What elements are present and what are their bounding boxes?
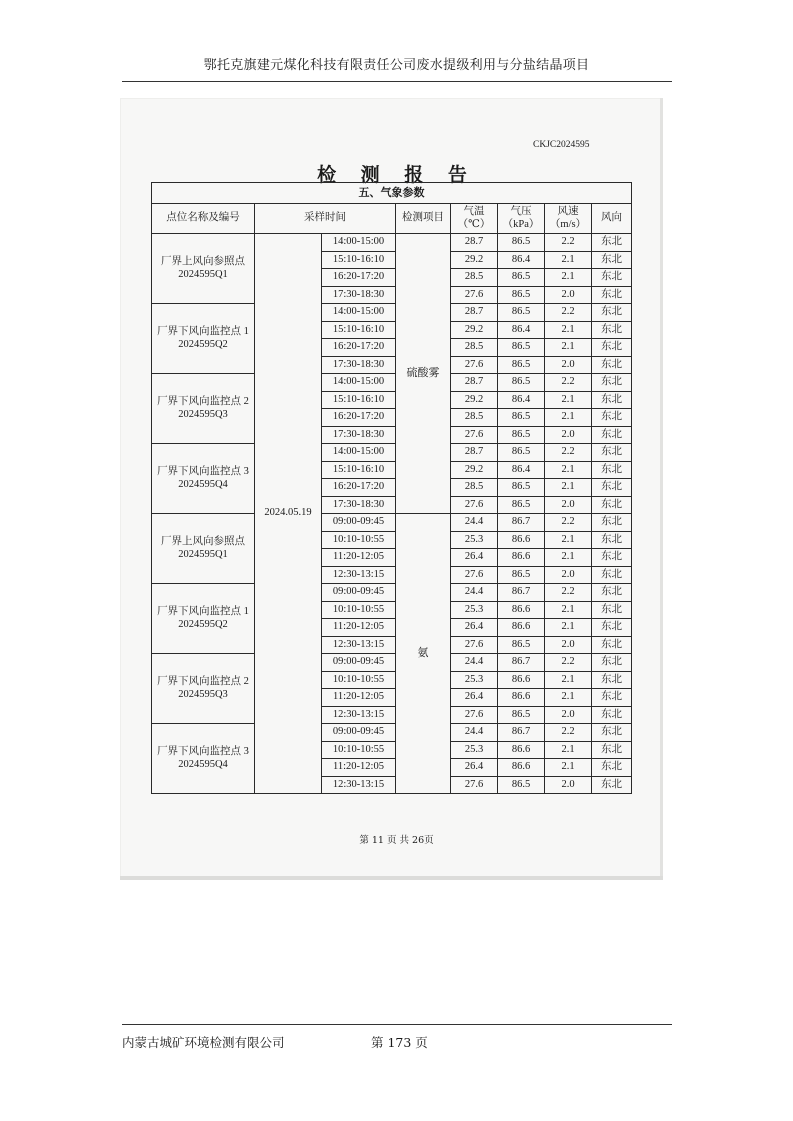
site-code: 2024595Q2 bbox=[178, 618, 228, 630]
page-number: 第 173 页 bbox=[371, 1035, 428, 1050]
wind-direction-value: 东北 bbox=[592, 321, 632, 339]
pressure-value: 86.5 bbox=[498, 479, 545, 497]
site-name: 厂界上风向参照点 bbox=[161, 536, 245, 548]
site-cell bbox=[152, 584, 255, 654]
wind-direction-value: 东北 bbox=[592, 251, 632, 269]
site-code: 2024595Q3 bbox=[178, 688, 228, 700]
table-row bbox=[152, 304, 632, 322]
wind-direction-value: 东北 bbox=[592, 601, 632, 619]
wind-speed-value: 2.2 bbox=[545, 724, 592, 742]
sampling-time: 16:20-17:20 bbox=[322, 409, 396, 427]
pressure-unit: （kPa） bbox=[502, 218, 540, 230]
sampling-time: 14:00-15:00 bbox=[322, 234, 396, 252]
report-code: CKJC2024595 bbox=[533, 140, 590, 150]
wind-speed-value: 2.2 bbox=[545, 654, 592, 672]
sampling-time: 12:30-13:15 bbox=[322, 706, 396, 724]
col-header-time: 采样时间 bbox=[255, 204, 396, 234]
temperature-value: 29.2 bbox=[451, 251, 498, 269]
wind-direction-value: 东北 bbox=[592, 514, 632, 532]
sampling-time: 11:20-12:05 bbox=[322, 759, 396, 777]
temperature-value: 25.3 bbox=[451, 671, 498, 689]
site-name: 厂界下风向监控点 3 bbox=[157, 466, 249, 478]
wind-direction-value: 东北 bbox=[592, 479, 632, 497]
temperature-value: 27.6 bbox=[451, 426, 498, 444]
wind-speed-value: 2.0 bbox=[545, 356, 592, 374]
site-name: 厂界下风向监控点 1 bbox=[157, 326, 249, 338]
wind-speed-value: 2.1 bbox=[545, 391, 592, 409]
inner-page-number: 第 11 页 共 26页 bbox=[359, 835, 434, 846]
pressure-value: 86.6 bbox=[498, 741, 545, 759]
temperature-value: 28.7 bbox=[451, 304, 498, 322]
wind-direction-value: 东北 bbox=[592, 339, 632, 357]
wind-direction-value: 东北 bbox=[592, 759, 632, 777]
col-header-site: 点位名称及编号 bbox=[152, 204, 255, 234]
wind-speed-value: 2.1 bbox=[545, 759, 592, 777]
wind-direction-value: 东北 bbox=[592, 461, 632, 479]
col-header-wind-speed bbox=[545, 204, 592, 234]
wind-direction-value: 东北 bbox=[592, 356, 632, 374]
wind-direction-value: 东北 bbox=[592, 566, 632, 584]
pressure-value: 86.4 bbox=[498, 391, 545, 409]
pressure-value: 86.4 bbox=[498, 461, 545, 479]
wind-direction-value: 东北 bbox=[592, 619, 632, 637]
col-header-wind-dir: 风向 bbox=[592, 204, 632, 234]
test-item: 硫酸雾 bbox=[396, 234, 451, 514]
wind-direction-value: 东北 bbox=[592, 426, 632, 444]
wind-direction-value: 东北 bbox=[592, 724, 632, 742]
sampling-time: 11:20-12:05 bbox=[322, 689, 396, 707]
wind-speed-value: 2.2 bbox=[545, 374, 592, 392]
pressure-value: 86.5 bbox=[498, 636, 545, 654]
temperature-value: 25.3 bbox=[451, 531, 498, 549]
pressure-value: 86.7 bbox=[498, 584, 545, 602]
sampling-time: 11:20-12:05 bbox=[322, 619, 396, 637]
temperature-value: 25.3 bbox=[451, 601, 498, 619]
pressure-value: 86.5 bbox=[498, 776, 545, 794]
pressure-label: 气压 bbox=[510, 206, 532, 218]
temperature-value: 27.6 bbox=[451, 636, 498, 654]
wind-speed-value: 2.0 bbox=[545, 286, 592, 304]
temperature-value: 26.4 bbox=[451, 549, 498, 567]
wind-speed-label: 风速 bbox=[557, 206, 579, 218]
pressure-value: 86.5 bbox=[498, 426, 545, 444]
site-code: 2024595Q1 bbox=[178, 548, 228, 560]
wind-direction-value: 东北 bbox=[592, 636, 632, 654]
wind-direction-value: 东北 bbox=[592, 776, 632, 794]
wind-direction-value: 东北 bbox=[592, 689, 632, 707]
wind-speed-value: 2.0 bbox=[545, 566, 592, 584]
sampling-time: 12:30-13:15 bbox=[322, 776, 396, 794]
sampling-time: 09:00-09:45 bbox=[322, 724, 396, 742]
sampling-date: 2024.05.19 bbox=[255, 234, 322, 794]
col-header-pressure bbox=[498, 204, 545, 234]
temperature-value: 29.2 bbox=[451, 391, 498, 409]
wind-direction-value: 东北 bbox=[592, 374, 632, 392]
temperature-value: 27.6 bbox=[451, 356, 498, 374]
header-rule bbox=[122, 81, 672, 82]
temperature-value: 27.6 bbox=[451, 286, 498, 304]
sampling-time: 14:00-15:00 bbox=[322, 444, 396, 462]
temperature-value: 28.7 bbox=[451, 234, 498, 252]
wind-speed-value: 2.0 bbox=[545, 496, 592, 514]
site-cell bbox=[152, 304, 255, 374]
wind-speed-value: 2.0 bbox=[545, 776, 592, 794]
site-cell bbox=[152, 234, 255, 304]
temperature-value: 27.6 bbox=[451, 496, 498, 514]
wind-speed-value: 2.2 bbox=[545, 444, 592, 462]
temperature-value: 24.4 bbox=[451, 514, 498, 532]
wind-speed-value: 2.1 bbox=[545, 269, 592, 287]
temperature-value: 29.2 bbox=[451, 461, 498, 479]
sampling-time: 17:30-18:30 bbox=[322, 356, 396, 374]
site-name: 厂界下风向监控点 1 bbox=[157, 606, 249, 618]
pressure-value: 86.5 bbox=[498, 339, 545, 357]
pressure-value: 86.7 bbox=[498, 514, 545, 532]
pressure-value: 86.6 bbox=[498, 601, 545, 619]
temperature-value: 28.5 bbox=[451, 409, 498, 427]
footer-rule bbox=[122, 1024, 672, 1025]
wind-direction-value: 东北 bbox=[592, 391, 632, 409]
pressure-value: 86.6 bbox=[498, 619, 545, 637]
temperature-value: 28.5 bbox=[451, 479, 498, 497]
temperature-value: 25.3 bbox=[451, 741, 498, 759]
temperature-value: 28.7 bbox=[451, 374, 498, 392]
wind-direction-value: 东北 bbox=[592, 304, 632, 322]
site-cell bbox=[152, 444, 255, 514]
temperature-value: 29.2 bbox=[451, 321, 498, 339]
temp-label: 气温 bbox=[463, 206, 485, 218]
temperature-value: 24.4 bbox=[451, 654, 498, 672]
pressure-value: 86.4 bbox=[498, 251, 545, 269]
wind-direction-value: 东北 bbox=[592, 234, 632, 252]
col-header-item: 检测项目 bbox=[396, 204, 451, 234]
sampling-time: 14:00-15:00 bbox=[322, 374, 396, 392]
sampling-time: 10:10-10:55 bbox=[322, 531, 396, 549]
wind-direction-value: 东北 bbox=[592, 444, 632, 462]
wind-speed-value: 2.1 bbox=[545, 671, 592, 689]
table-row bbox=[152, 654, 632, 672]
sampling-time: 11:20-12:05 bbox=[322, 549, 396, 567]
sampling-time: 12:30-13:15 bbox=[322, 566, 396, 584]
pressure-value: 86.5 bbox=[498, 566, 545, 584]
temperature-value: 28.7 bbox=[451, 444, 498, 462]
pressure-value: 86.5 bbox=[498, 706, 545, 724]
site-name: 厂界下风向监控点 3 bbox=[157, 746, 249, 758]
pressure-value: 86.6 bbox=[498, 549, 545, 567]
wind-speed-value: 2.1 bbox=[545, 461, 592, 479]
temperature-value: 24.4 bbox=[451, 724, 498, 742]
temperature-value: 27.6 bbox=[451, 566, 498, 584]
wind-speed-value: 2.1 bbox=[545, 531, 592, 549]
table-row bbox=[152, 374, 632, 392]
section-title: 五、气象参数 bbox=[152, 183, 632, 204]
sampling-time: 16:20-17:20 bbox=[322, 269, 396, 287]
wind-direction-value: 东北 bbox=[592, 409, 632, 427]
table-row bbox=[152, 514, 632, 532]
site-code: 2024595Q3 bbox=[178, 408, 228, 420]
temperature-value: 26.4 bbox=[451, 689, 498, 707]
pressure-value: 86.5 bbox=[498, 304, 545, 322]
pressure-value: 86.5 bbox=[498, 409, 545, 427]
wind-direction-value: 东北 bbox=[592, 706, 632, 724]
table-row bbox=[152, 584, 632, 602]
site-cell bbox=[152, 654, 255, 724]
temperature-value: 27.6 bbox=[451, 776, 498, 794]
wind-direction-value: 东北 bbox=[592, 531, 632, 549]
wind-direction-value: 东北 bbox=[592, 496, 632, 514]
wind-speed-value: 2.1 bbox=[545, 251, 592, 269]
site-name: 厂界下风向监控点 2 bbox=[157, 676, 249, 688]
wind-speed-value: 2.0 bbox=[545, 706, 592, 724]
wind-speed-value: 2.1 bbox=[545, 549, 592, 567]
pressure-value: 86.6 bbox=[498, 671, 545, 689]
temperature-value: 28.5 bbox=[451, 269, 498, 287]
site-code: 2024595Q4 bbox=[178, 478, 228, 490]
sampling-time: 10:10-10:55 bbox=[322, 671, 396, 689]
sampling-time: 16:20-17:20 bbox=[322, 479, 396, 497]
document-header: 鄂托克旗建元煤化科技有限责任公司废水提级利用与分盐结晶项目 bbox=[203, 58, 590, 73]
wind-direction-value: 东北 bbox=[592, 584, 632, 602]
wind-speed-value: 2.0 bbox=[545, 636, 592, 654]
wind-speed-value: 2.1 bbox=[545, 689, 592, 707]
sampling-time: 15:10-16:10 bbox=[322, 321, 396, 339]
temperature-value: 24.4 bbox=[451, 584, 498, 602]
site-name: 厂界下风向监控点 2 bbox=[157, 396, 249, 408]
company-name: 内蒙古城矿环境检测有限公司 bbox=[122, 1035, 285, 1050]
table-row bbox=[152, 444, 632, 462]
wind-direction-value: 东北 bbox=[592, 654, 632, 672]
site-code: 2024595Q4 bbox=[178, 758, 228, 770]
wind-direction-value: 东北 bbox=[592, 741, 632, 759]
temperature-value: 26.4 bbox=[451, 759, 498, 777]
wind-speed-value: 2.1 bbox=[545, 321, 592, 339]
sampling-time: 14:00-15:00 bbox=[322, 304, 396, 322]
wind-speed-value: 2.2 bbox=[545, 234, 592, 252]
sampling-time: 16:20-17:20 bbox=[322, 339, 396, 357]
wind-direction-value: 东北 bbox=[592, 286, 632, 304]
wind-speed-value: 2.0 bbox=[545, 426, 592, 444]
wind-speed-value: 2.2 bbox=[545, 584, 592, 602]
sampling-time: 17:30-18:30 bbox=[322, 286, 396, 304]
wind-speed-value: 2.1 bbox=[545, 479, 592, 497]
site-name: 厂界上风向参照点 bbox=[161, 256, 245, 268]
pressure-value: 86.6 bbox=[498, 689, 545, 707]
pressure-value: 86.5 bbox=[498, 234, 545, 252]
col-header-temp bbox=[451, 204, 498, 234]
pressure-value: 86.5 bbox=[498, 374, 545, 392]
temperature-value: 26.4 bbox=[451, 619, 498, 637]
sampling-time: 15:10-16:10 bbox=[322, 251, 396, 269]
site-cell bbox=[152, 724, 255, 794]
pressure-value: 86.5 bbox=[498, 356, 545, 374]
sampling-time: 12:30-13:15 bbox=[322, 636, 396, 654]
pressure-value: 86.6 bbox=[498, 531, 545, 549]
pressure-value: 86.4 bbox=[498, 321, 545, 339]
sampling-time: 17:30-18:30 bbox=[322, 496, 396, 514]
scan-edge bbox=[660, 98, 663, 880]
weather-parameters-table bbox=[151, 182, 632, 794]
temperature-value: 27.6 bbox=[451, 706, 498, 724]
wind-speed-value: 2.1 bbox=[545, 619, 592, 637]
pressure-value: 86.6 bbox=[498, 759, 545, 777]
wind-speed-value: 2.1 bbox=[545, 601, 592, 619]
table-row bbox=[152, 234, 632, 252]
table-row bbox=[152, 724, 632, 742]
site-cell bbox=[152, 514, 255, 584]
sampling-time: 15:10-16:10 bbox=[322, 461, 396, 479]
sampling-time: 09:00-09:45 bbox=[322, 514, 396, 532]
pressure-value: 86.5 bbox=[498, 496, 545, 514]
pressure-value: 86.5 bbox=[498, 286, 545, 304]
sampling-time: 09:00-09:45 bbox=[322, 654, 396, 672]
wind-speed-value: 2.1 bbox=[545, 339, 592, 357]
test-item: 氨 bbox=[396, 514, 451, 794]
wind-direction-value: 东北 bbox=[592, 549, 632, 567]
wind-speed-value: 2.1 bbox=[545, 741, 592, 759]
wind-speed-value: 2.1 bbox=[545, 409, 592, 427]
wind-direction-value: 东北 bbox=[592, 269, 632, 287]
sampling-time: 09:00-09:45 bbox=[322, 584, 396, 602]
pressure-value: 86.7 bbox=[498, 724, 545, 742]
scan-edge bbox=[120, 876, 663, 880]
temp-unit: （℃） bbox=[457, 218, 491, 230]
pressure-value: 86.7 bbox=[498, 654, 545, 672]
pressure-value: 86.5 bbox=[498, 269, 545, 287]
sampling-time: 17:30-18:30 bbox=[322, 426, 396, 444]
pressure-value: 86.5 bbox=[498, 444, 545, 462]
site-cell bbox=[152, 374, 255, 444]
sampling-time: 10:10-10:55 bbox=[322, 741, 396, 759]
site-code: 2024595Q1 bbox=[178, 268, 228, 280]
site-code: 2024595Q2 bbox=[178, 338, 228, 350]
wind-direction-value: 东北 bbox=[592, 671, 632, 689]
wind-speed-value: 2.2 bbox=[545, 304, 592, 322]
temperature-value: 28.5 bbox=[451, 339, 498, 357]
sampling-time: 15:10-16:10 bbox=[322, 391, 396, 409]
sampling-time: 10:10-10:55 bbox=[322, 601, 396, 619]
wind-speed-value: 2.2 bbox=[545, 514, 592, 532]
report-title: 检 测 报 告 bbox=[317, 164, 476, 186]
wind-speed-unit: （m/s） bbox=[549, 218, 587, 230]
